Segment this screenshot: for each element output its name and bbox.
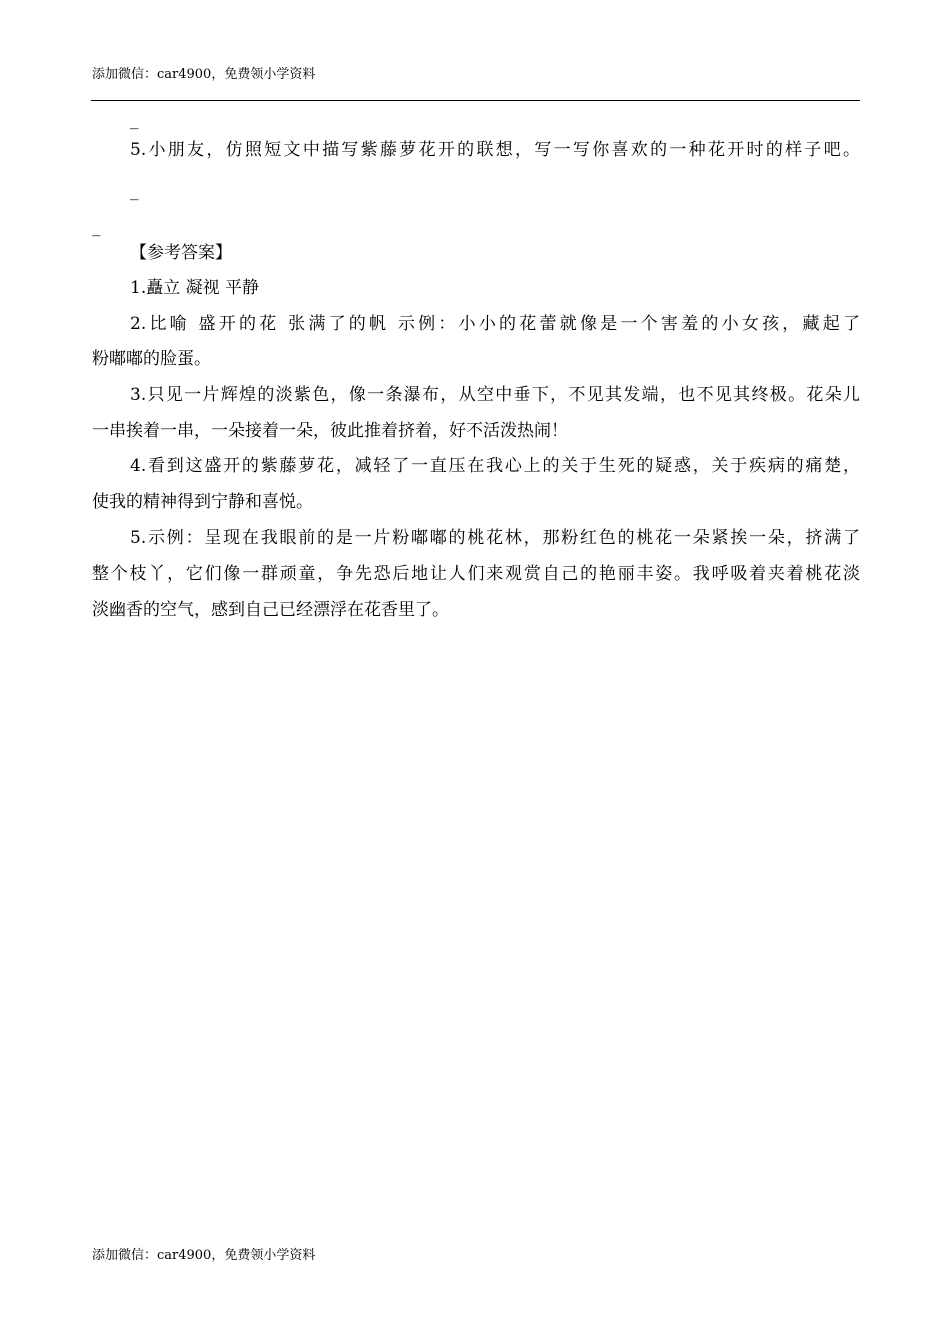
answer-5-line-2: 整个枝丫，它们像一群顽童，争先恐后地让人们来观赏自己的艳丽丰姿。我呼吸着夹着桃花淡: [92, 564, 860, 584]
answer-3-line-1: 3.只见一片辉煌的淡紫色，像一条瀑布，从空中垂下，不见其发端，也不见其终极。花朵儿: [130, 385, 860, 405]
answer-5-line-3: 淡幽香的空气，感到自己已经漂浮在花香里了。: [92, 600, 449, 620]
answer-4-line-2: 使我的精神得到宁静和喜悦。: [92, 492, 313, 512]
answer-1: 1.矗立 凝视 平静: [130, 278, 260, 298]
answer-5-line-1: 5.示例：呈现在我眼前的是一片粉嘟嘟的桃花林，那粉红色的桃花一朵紧挨一朵，挤满了: [130, 528, 860, 548]
answer-2-line-2: 粉嘟嘟的脸蛋。: [92, 349, 211, 369]
answer-3-line-2: 一串挨着一串，一朵接着一朵，彼此推着挤着，好不活泼热闹！: [92, 421, 568, 441]
question-5: 5.小朋友，仿照短文中描写紫藤萝花开的联想，写一写你喜欢的一种花开时的样子吧。: [130, 140, 860, 160]
answer-blank-line: _: [130, 181, 139, 201]
page-header-text: 添加微信：car4900，免费领小学资料: [92, 67, 316, 82]
answer-2-line-1: 2.比喻 盛开的花 张满了的帆 示例：小小的花蕾就像是一个害羞的小女孩，藏起了: [130, 314, 860, 334]
answer-key-heading: 【参考答案】: [130, 243, 232, 263]
answer-blank-line: _: [92, 217, 101, 237]
header-divider: [91, 100, 860, 101]
page-footer-text: 添加微信：car4900，免费领小学资料: [92, 1248, 316, 1263]
answer-4-line-1: 4.看到这盛开的紫藤萝花，减轻了一直压在我心上的关于生死的疑惑，关于疾病的痛楚，: [130, 456, 860, 476]
answer-blank-line: _: [130, 110, 139, 130]
